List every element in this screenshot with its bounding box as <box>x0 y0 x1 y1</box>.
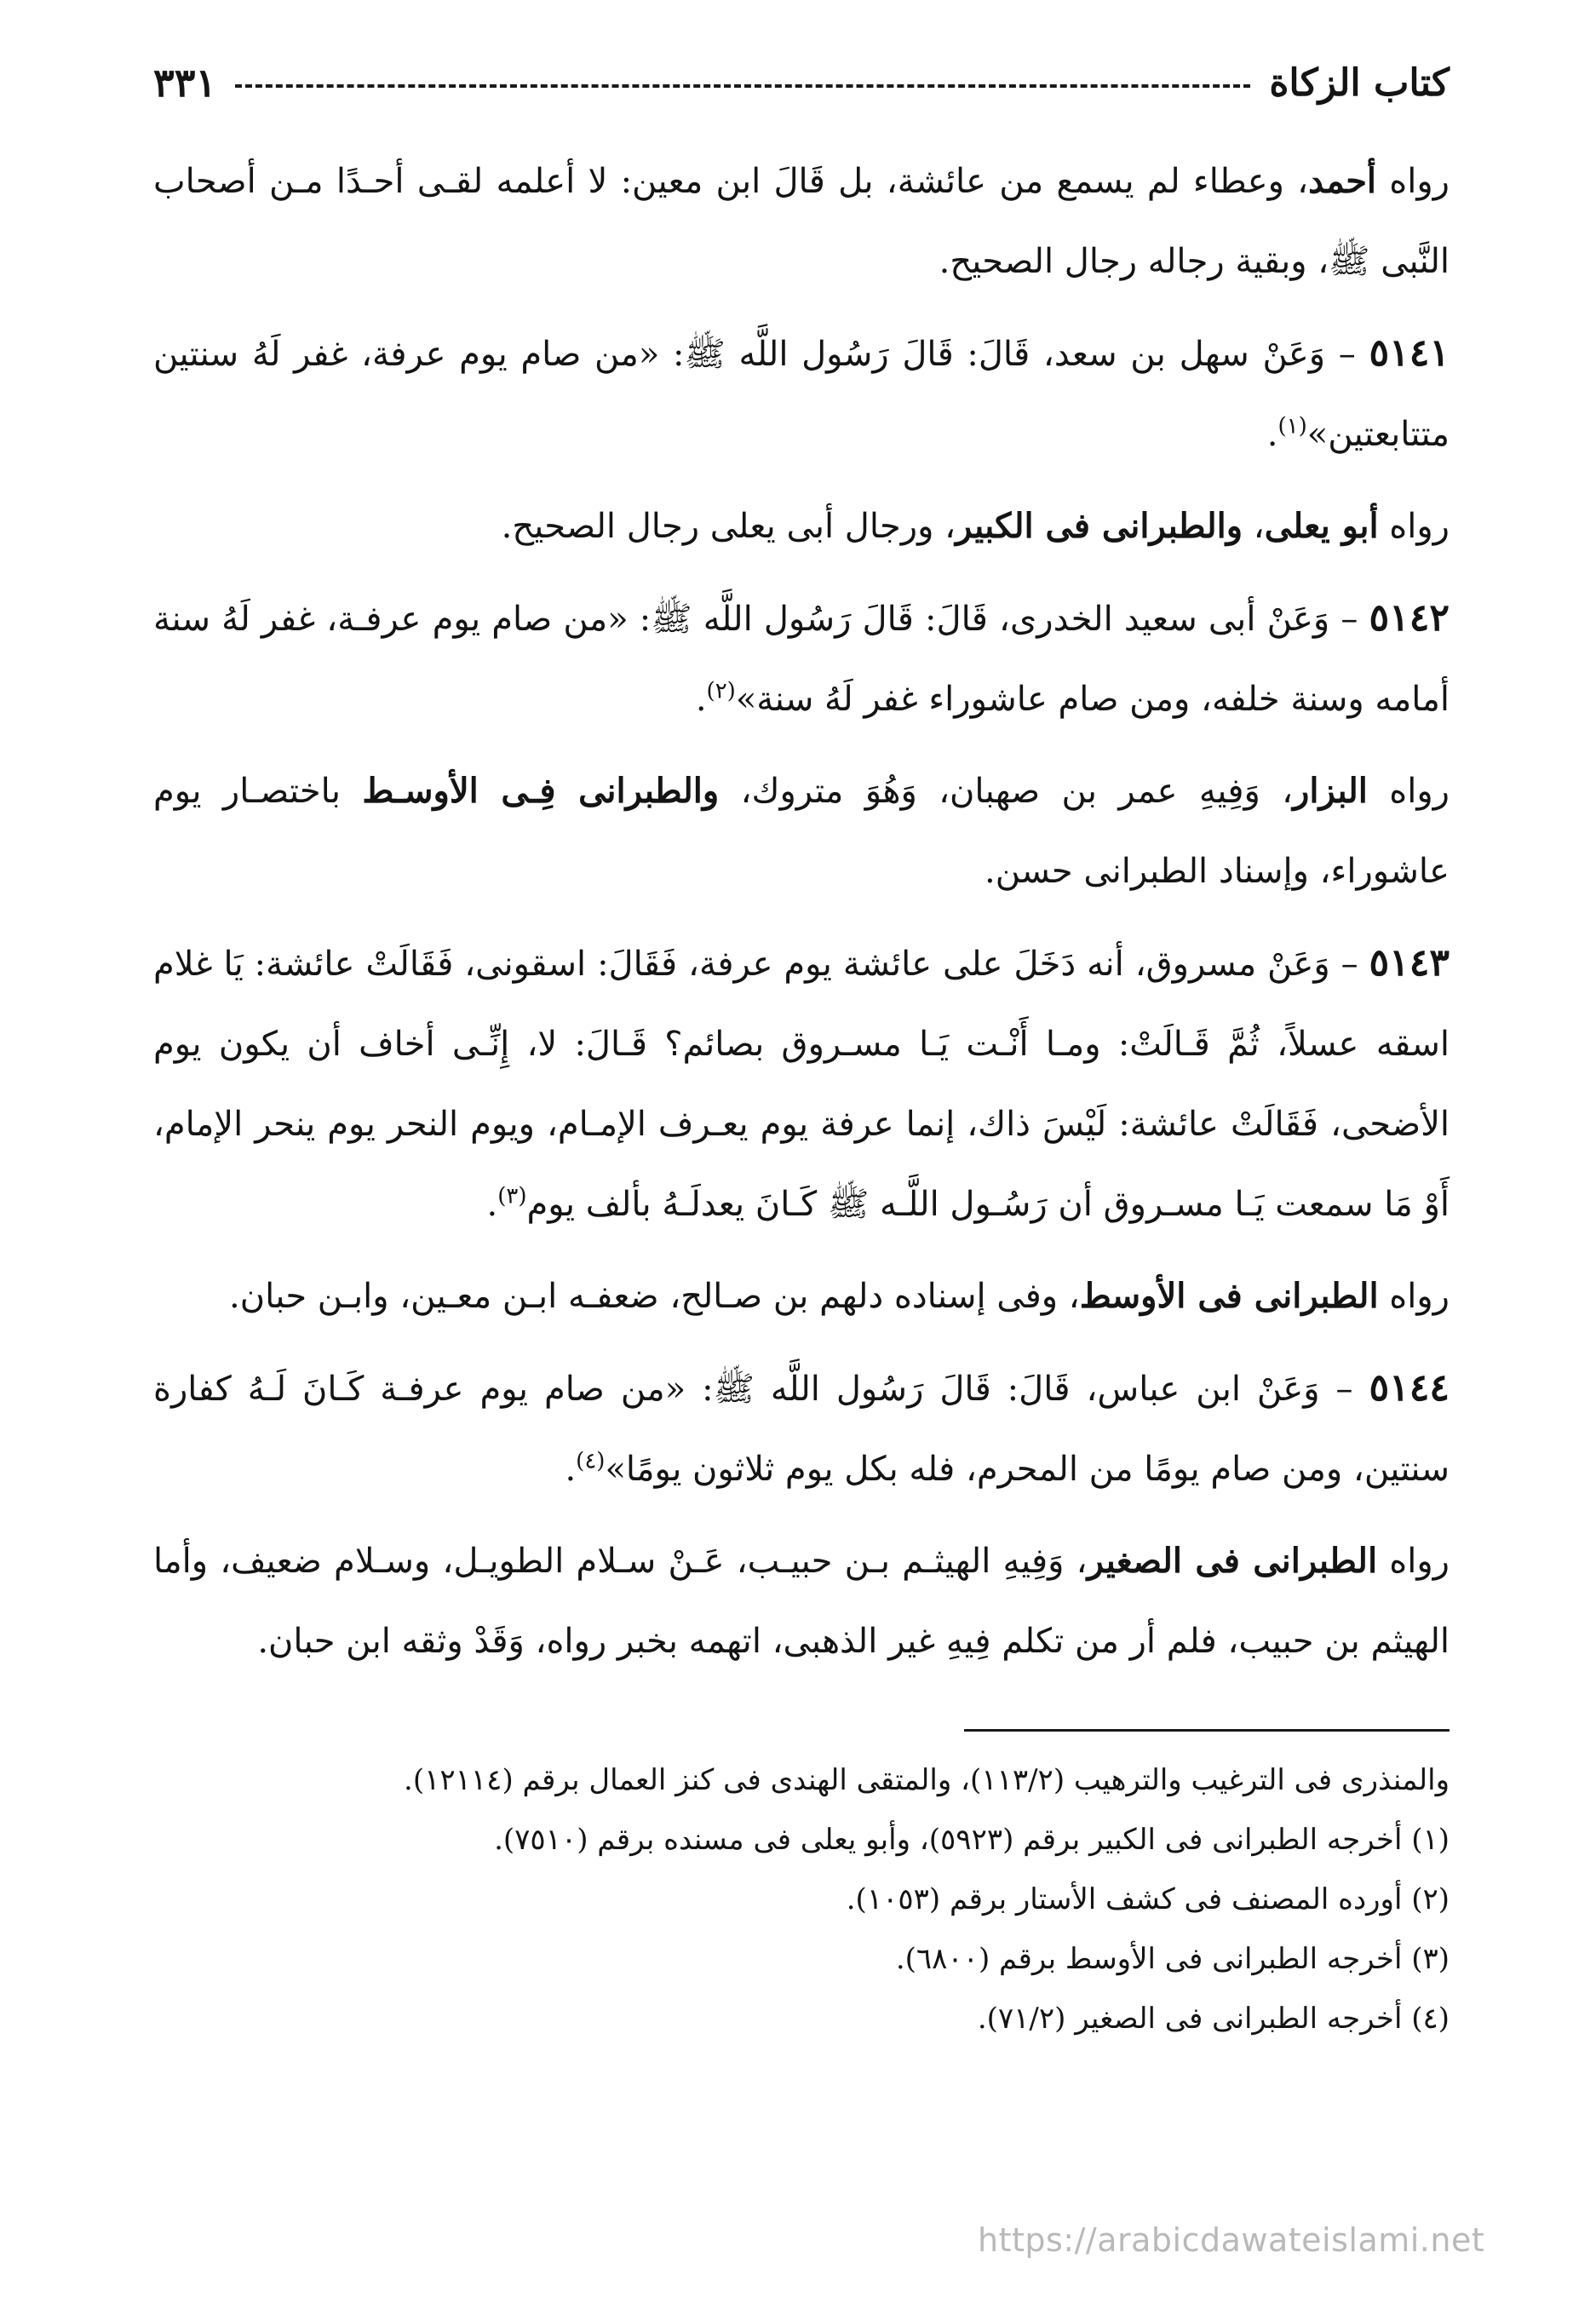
hadith-number: ٥١٤١ <box>1369 331 1450 375</box>
commentary-paragraph: رواه أبو يعلى، والطبرانى فى الكبير، ورجال أبى يعلى رجال الصحيح. <box>501 506 1450 546</box>
running-title: كتاب الزكاة <box>1269 60 1450 105</box>
main-text <box>153 141 1450 1681</box>
source-name: أبو يعلى <box>1264 506 1379 546</box>
source-name: الطبرانى فى الصغير <box>1087 1541 1378 1581</box>
hadith-paragraph: ٥١٤٤ – وَعَنْ ابن عباس، قَالَ: قَالَ رَسُول اللَّه ﷺ: «من صام يوم عرفـة كَـانَ لَـهُ كفارة سنتين، ومن صام يومًا من المحرم، فله بكل يوم ثلاثون يومًا»$^{(٤)}$. <box>153 1366 1450 1489</box>
commentary-paragraph: رواه البزار، وَفِيهِ عمر بن صهبان، وَهُوَ متروك، والطبرانى فِـى الأوسـط باختصـار يوم عاشوراء، وإسناد الطبرانى حسن. <box>153 771 1450 891</box>
commentary-paragraph: رواه الطبرانى فى الأوسط، وفى إسناده دلهم بن صـالح، ضعفـه ابـن معـين، وابـن حبان. <box>229 1276 1450 1316</box>
hadith-number: ٥١٤٢ <box>1369 596 1450 640</box>
hadith-number: ٥١٤٣ <box>1369 941 1450 985</box>
hadith-paragraph: ٥١٤٢ – وَعَنْ أبى سعيد الخدرى، قَالَ: قَالَ رَسُول اللَّه ﷺ: «من صام يوم عرفـة، غفر لَهُ سنة أمامه وسنة خلفه، ومن صام عاشوراء غفر لَهُ سنة»$^{(٢)}$. <box>153 596 1450 719</box>
footnotes <box>153 1750 1450 2048</box>
page-number: ٣٣١ <box>153 60 217 106</box>
footnote: (٢) أورده المصنف فى كشف الأستار برقم (١٠٥٣). <box>846 1882 1450 1916</box>
source-name: والطبرانى فِـى الأوسـط <box>362 771 720 811</box>
footnote-reference: (٣) <box>497 1183 527 1209</box>
footnote: (٣) أخرجه الطبرانى فى الأوسط برقم (٦٨٠٠). <box>895 1942 1450 1976</box>
commentary-paragraph: رواه الطبرانى فى الصغير، وَفِيهِ الهيثـم بـن حبيـب، عَـنْ سـلام الطويـل، وسـلام ضعيف، وأما الهيثم بن حبيب، فلم أر من تكلم فِيهِ غير الذهبى، اتهمه بخبر رواه، وَقَدْ وثقه ابن حبان. <box>153 1541 1450 1661</box>
watermark-url: https://arabicdawateislami.net <box>978 2221 1485 2259</box>
footnote: (١) أخرجه الطبرانى فى الكبير برقم (٥٩٢٣)، وأبو يعلى فى مسنده برقم (٧٥١٠). <box>494 1823 1450 1857</box>
footnote-reference: (٢) <box>706 678 736 704</box>
footnote: (٤) أخرجه الطبرانى فى الصغير (٧١/٢). <box>977 2002 1450 2036</box>
footnote-reference: (٤) <box>576 1448 606 1474</box>
footnote: والمنذرى فى الترغيب والترهيب (١١٣/٢)، والمتقى الهندى فى كنز العمال برقم (١٢١١٤). <box>404 1763 1450 1797</box>
source-name: أحمد <box>1308 161 1377 201</box>
source-name: الطبرانى فى الأوسط <box>1079 1276 1379 1316</box>
footnote-separator <box>964 1729 1450 1732</box>
hadith-paragraph: ٥١٤٣ – وَعَنْ مسروق، أنه دَخَلَ على عائشة يوم عرفة، فَقَالَ: اسقونى، فَقَالَتْ عائشة: يَا غلام اسقه عسلاً، ثُمَّ قَـالَتْ: ومـا أَنْـت يَـا مسـروق بصائم؟ قَـالَ: لا، إِنِّـى أخاف أن يكون يوم الأضحى، فَقَالَتْ عائشة: لَيْسَ ذاك، إنما عرفة يوم يعـرف الإمـام، ويوم النحر يوم ينحر الإمام، أَوْ مَا سمعت يَـا مسـروق أن رَسُـول اللَّـه ﷺ كَـانَ يعدلَـهُ بألف يوم$^{(٣)}$. <box>153 941 1450 1224</box>
commentary-paragraph: رواه أحمد، وعطاء لم يسمع من عائشة، بل قَالَ ابن معين: لا أعلمه لقـى أحـدًا مـن أصحاب النَّبى ﷺ، وبقية رجاله رجال الصحيح. <box>153 161 1450 281</box>
hadith-paragraph: ٥١٤١ – وَعَنْ سهل بن سعد، قَالَ: قَالَ رَسُول اللَّه ﷺ: «من صام يوم عرفة، غفر لَهُ سنتين متتابعتين»$^{(١)}$. <box>153 331 1450 454</box>
hadith-number: ٥١٤٤ <box>1369 1366 1450 1410</box>
source-name: البزار <box>1293 771 1368 811</box>
source-name: والطبرانى فى الكبير <box>956 506 1243 546</box>
footnote-reference: (١) <box>1277 413 1307 439</box>
page-header <box>153 53 1450 112</box>
header-dashed-rule <box>235 84 1250 88</box>
